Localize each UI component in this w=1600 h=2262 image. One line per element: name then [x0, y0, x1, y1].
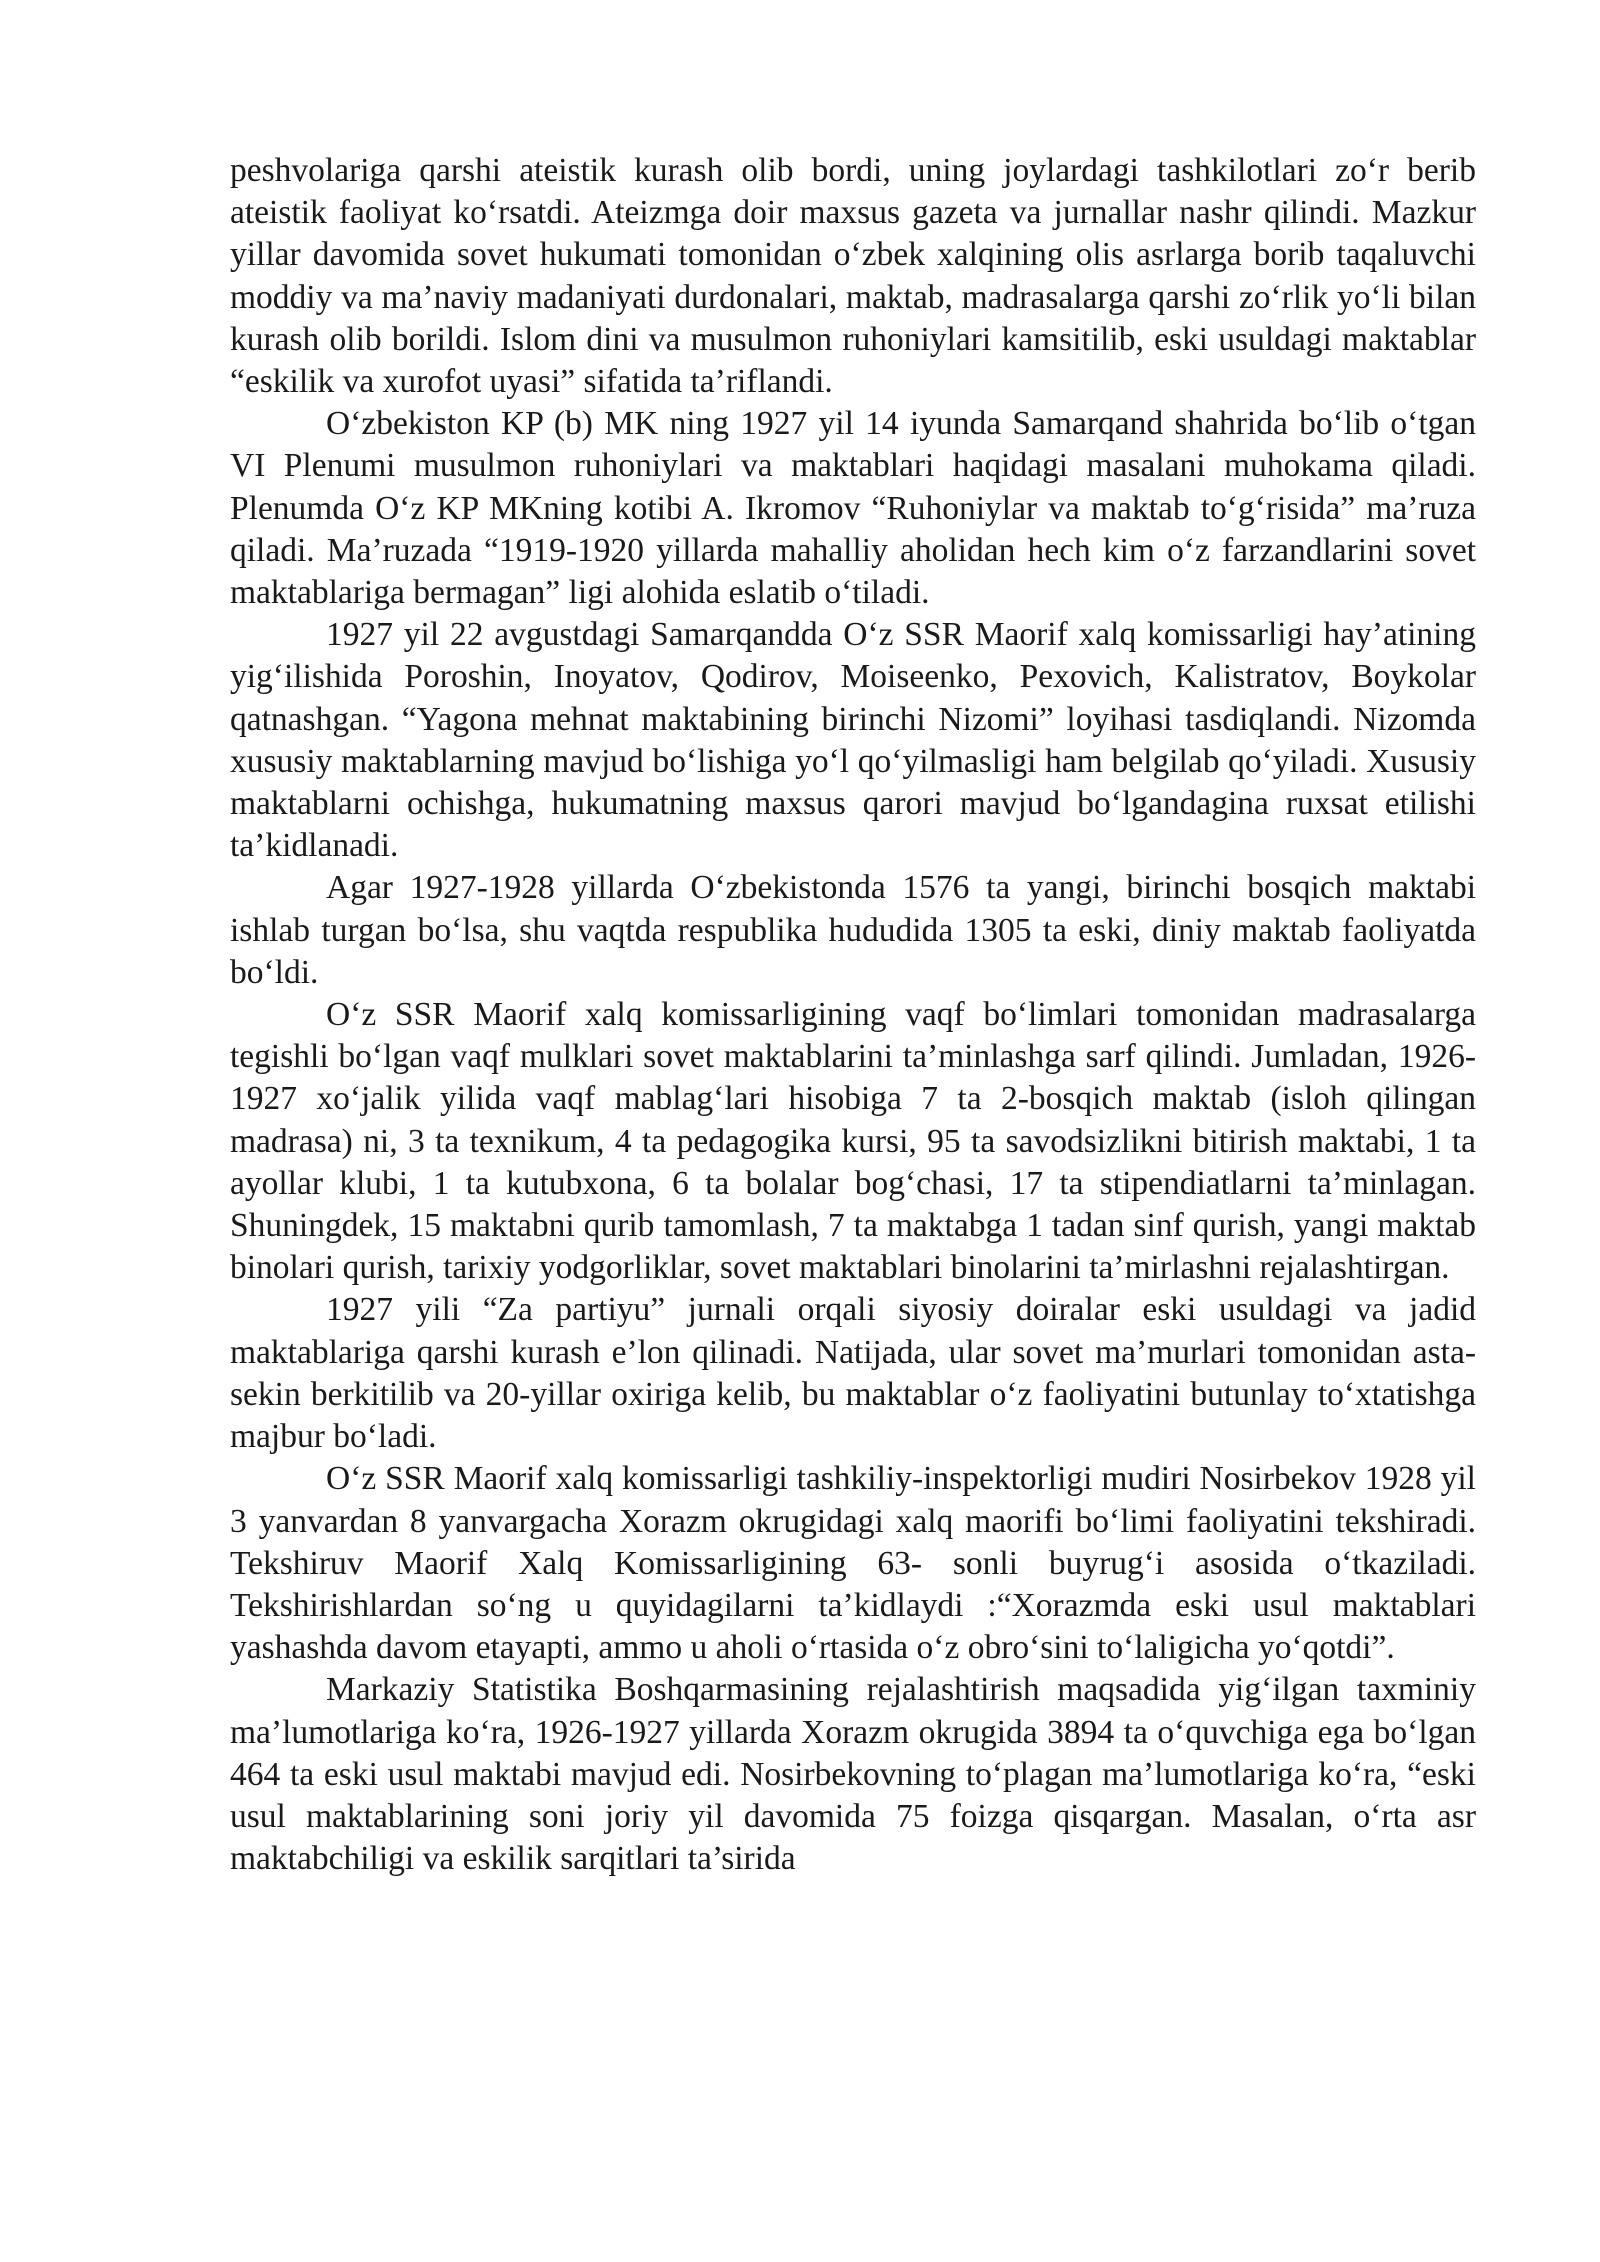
paragraph: O‘zbekiston KP (b) MK ning 1927 yil 14 iyunda Samarqand shahrida bo‘lib o‘tgan VI Plenumi musulmon ruhoniylari va maktablari haqidagi masalani muhokama qiladi. Plenumda O‘z KP MKning kotibi A. Ikromov “Ruhoniylar va maktab to‘g‘risida” ma’ruza qiladi. Ma’ruzada “1919-1920 yillarda mahalliy aholidan hech kim o‘z farzandlarini sovet maktablariga bermagan” ligi alohida eslatib o‘tiladi.	[230, 405, 1476, 612]
paragraph: O‘z SSR Maorif xalq komissarligi tashkiliy-inspektorligi mudiri Nosirbekov 1928 yil 3 yanvardan 8 yanvargacha Xorazm okrugidagi xalq maorifi bo‘limi faoliyatini tekshiradi. Tekshiruv Maorif Xalq Komissarligining 63- sonli buyrug‘i asosida o‘tkaziladi. Tekshirishlardan so‘ng u quyidagilarni ta’kidlaydi :“Xorazmda eski usul maktablari yashashda davom etayapti, ammo u aholi o‘rtasida o‘z obro‘sini to‘laligicha yo‘qotdi”.	[230, 1460, 1476, 1667]
paragraph: O‘z SSR Maorif xalq komissarligining vaqf bo‘limlari tomonidan madrasalarga tegishli bo‘lgan vaqf mulklari sovet maktablarini ta’minlashga sarf qilindi. Jumladan, 1926-1927 xo‘jalik yilida vaqf mablag‘lari hisobiga 7 ta 2-bosqich maktab (isloh qilingan madrasa) ni, 3 ta texnikum, 4 ta pedagogika kursi, 95 ta savodsizlikni bitirish maktabi, 1 ta ayollar klubi, 1 ta kutubxona, 6 ta bolalar bog‘chasi, 17 ta stipendiatlarni ta’minlagan. Shuningdek, 15 maktabni qurib tamomlash, 7 ta maktabga 1 tadan sinf qurish, yangi maktab binolari qurish, tarixiy yodgorliklar, sovet maktablari binolarini ta’mirlashni rejalashtirgan.	[230, 996, 1476, 1287]
document-page	[230, 150, 1476, 1880]
paragraph: Agar 1927-1928 yillarda O‘zbekistonda 1576 ta yangi, birinchi bosqich maktabi ishlab turgan bo‘lsa, shu vaqtda respublika hududida 1305 ta eski, diniy maktab faoliyatda bo‘ldi.	[230, 869, 1476, 991]
paragraph: 1927 yil 22 avgustdagi Samarqandda O‘z SSR Maorif xalq komissarligi hay’atining yig‘ilishida Poroshin, Inoyatov, Qodirov, Moiseenko, Pexovich, Kalistratov, Boykolar qatnashgan. “Yagona mehnat maktabining birinchi Nizomi” loyihasi tasdiqlandi. Nizomda xususiy maktablarning mavjud bo‘lishiga yo‘l qo‘yilmasligi ham belgilab qo‘yiladi. Xususiy maktablarni ochishga, hukumatning maxsus qarori mavjud bo‘lgandagina ruxsat etilishi ta’kidlanadi.	[230, 616, 1476, 865]
paragraph: 1927 yili “Za partiyu” jurnali orqali siyosiy doiralar eski usuldagi va jadid maktablariga qarshi kurash e’lon qilinadi. Natijada, ular sovet ma’murlari tomonidan asta-sekin berkitilib va 20-yillar oxiriga kelib, bu maktablar o‘z faoliyatini butunlay to‘xtatishga majbur bo‘ladi.	[230, 1291, 1476, 1456]
paragraph: peshvolariga qarshi ateistik kurash olib bordi, uning joylardagi tashkilotlari zo‘r berib ateistik faoliyat ko‘rsatdi. Ateizmga doir maxsus gazeta va jurnallar nashr qilindi. Mazkur yillar davomida sovet hukumati tomonidan o‘zbek xalqining olis asrlarga borib taqaluvchi moddiy va ma’naviy madaniyati durdonalari, maktab, madrasalarga qarshi zo‘rlik yo‘li bilan kurash olib borildi. Islom dini va musulmon ruhoniylari kamsitilib, eski usuldagi maktablar “eskilik va xurofot uyasi” sifatida ta’riflandi.	[230, 152, 1476, 401]
paragraph: Markaziy Statistika Boshqarmasining rejalashtirish maqsadida yig‘ilgan taxminiy ma’lumotlariga ko‘ra, 1926-1927 yillarda Xorazm okrugida 3894 ta o‘quvchiga ega bo‘lgan 464 ta eski usul maktabi mavjud edi. Nosirbekovning to‘plagan ma’lumotlariga ko‘ra, “eski usul maktablarining soni joriy yil davomida 75 foizga qisqargan. Masalan, o‘rta asr maktabchiligi va eskilik sarqitlari ta’sirida	[230, 1671, 1476, 1878]
